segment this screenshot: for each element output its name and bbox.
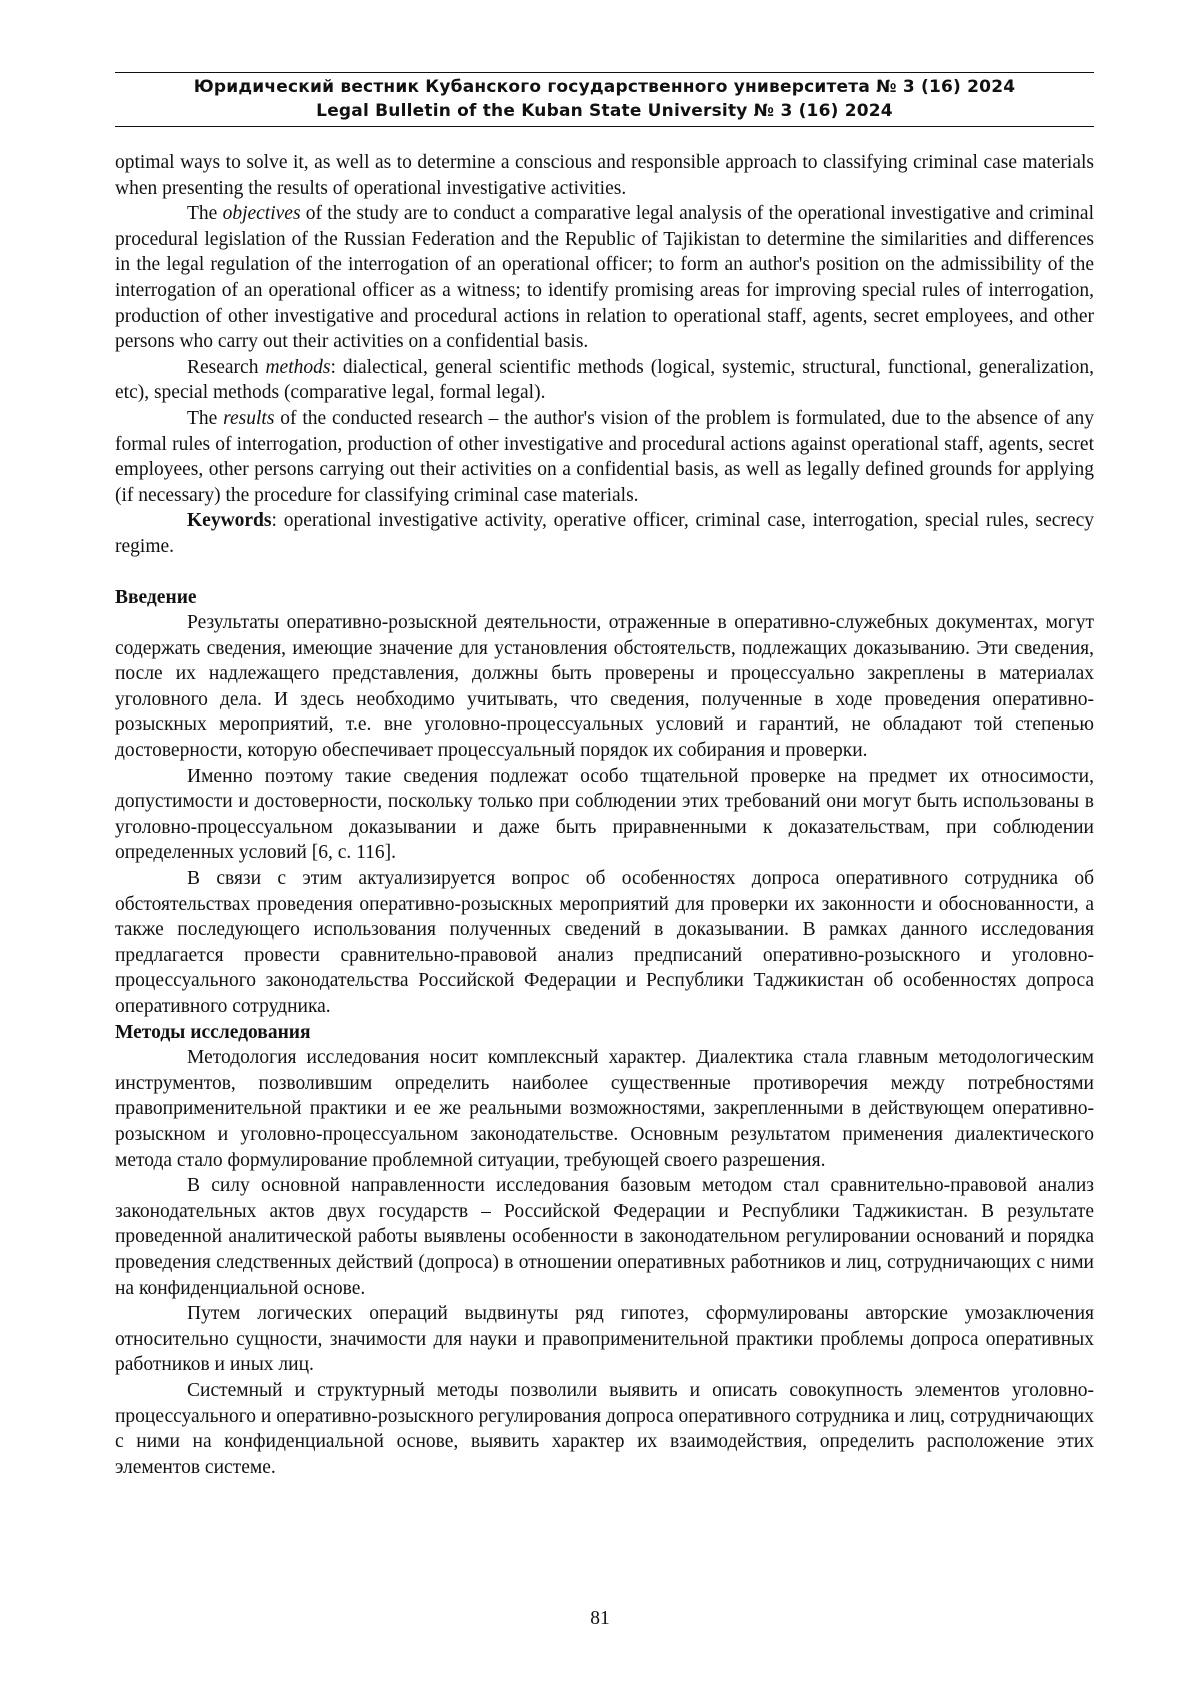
methods-text: : dialectical, general scientific methods (logical, systemic, structural, functional, generalization, etc), special methods (comparative legal, formal legal).	[115, 356, 1094, 404]
results-term: results	[223, 407, 275, 429]
keywords-text: : operational investigative activity, operative officer, criminal case, interrogation, special rules, secrecy regime.	[115, 510, 1094, 557]
abstract-paragraph: optimal ways to solve it, as well as to determine a conscious and responsible approach to classifying criminal case materials when presenting the results of operational investigative activities.	[115, 152, 1094, 199]
abstract-objectives-paragraph	[115, 201, 1094, 355]
methods-term: methods	[265, 356, 331, 378]
abstract-methods-paragraph	[115, 355, 1094, 406]
methods-paragraph-4: Системный и структурный методы позволили выявить и описать совокупность элементов уголовно-процессуального и оперативно-розыскного регулирования допроса оперативного сотрудника и лиц, сотрудничающих с ними на конфиденциальной основе, выявить характер их взаимодействия, определить расположение этих элементов системе.	[115, 1379, 1094, 1478]
intro-paragraph-2: Именно поэтому такие сведения подлежат особо тщательной проверке на предмет их относимости, допустимости и достоверности, поскольку только при соблюдении этих требований они могут быть использованы в уголовно-процессуальном доказывании и даже быть приравненными к доказательствам, при соблюдении определенных условий [6, с. 116].	[115, 765, 1094, 864]
section-spacer	[115, 560, 1094, 585]
section-heading-introduction: Введение	[115, 586, 197, 608]
methods-paragraph-2: В силу основной направленности исследования базовым методом стал сравнительно-правовой анализ законодательных актов двух государств – Российской Федерации и Республики Таджикистан. В результате проведенной аналитической работы выявлены особенности в законодательном регулировании оснований и порядка проведения следственных действий (допроса) в отношении оперативных работников и лиц, сотрудничающих с ними на конфиденциальной основе.	[115, 1175, 1094, 1299]
methods-paragraph-1: Методология исследования носит комплексный характер. Диалектика стала главным методологическим инструментов, позволившим определить наиболее существенные противоречия между потребностями правоприменительной практики и ее же реальными возможностями, закрепленными в действующем оперативно-розыскном и уголовно-процессуальном законодательстве. Основным результатом применения диалектического метода стало формулирование проблемной ситуации, требующей своего разрешения.	[115, 1047, 1094, 1171]
page-number: 81	[590, 1608, 610, 1629]
intro-paragraph-3: В связи с этим актуализируется вопрос об особенностях допроса оперативного сотрудника об обстоятельствах проведения оперативно-розыскных мероприятий для проверки их законности и обоснованности, а также последующего использования полученных сведений в доказывании. В рамках данного исследования предлагается провести сравнительно-правовой анализ предписаний оперативно-розыскного и уголовно-процессуального законодательства Российской Федерации и Республики Таджикистан об особенностях допроса оперативного сотрудника.	[115, 868, 1094, 1017]
article-body	[115, 150, 1094, 1480]
intro-paragraph-1: Результаты оперативно-розыскной деятельности, отраженные в оперативно-служебных документах, могут содержать сведения, имеющие значение для установления обстоятельств, подлежащих доказыванию. Эти сведения, после их надлежащего представления, должны быть проверены и процессуально закреплены в материалах уголовного дела. И здесь необходимо учитывать, что сведения, полученные в ходе проведения оперативно-розыскных мероприятий, т.е. вне уголовно-процессуальных условий и гарантий, не обладают той степенью достоверности, которую обеспечивает процессуальный порядок их собирания и проверки.	[115, 612, 1094, 762]
results-text: of the conducted research – the author's vision of the problem is formulated, due to the absence of any formal rules of interrogation, production of other investigative and procedural actions against operational staff, agents, secret employees, other persons carrying out their activities on a confidential basis, as well as legally defined grounds for applying (if necessary) the procedure for classifying criminal case materials.	[115, 407, 1094, 506]
objectives-term: objectives	[222, 203, 301, 225]
objectives-lead: The	[187, 203, 223, 225]
header-title-ru: Юридический вестник Кубанского государственного университета № 3 (16) 2024	[193, 77, 1016, 97]
abstract-results-paragraph	[115, 406, 1094, 508]
section-heading-methods: Методы исследования	[115, 1021, 311, 1043]
objectives-text: of the study are to conduct a comparative legal analysis of the operational investigative and criminal procedural legislation of the Russian Federation and the Republic of Tajikistan to determine the similarities and differences in the legal regulation of the interrogation of an operational officer; to form an author's position on the admissibility of the interrogation of an operational officer as a witness; to identify promising areas for improving special rules of interrogation, production of other investigative and procedural actions in relation to operational staff, agents, secret employees, and other persons who carry out their activities on a confidential basis.	[115, 203, 1094, 353]
methods-lead: Research	[187, 356, 266, 378]
keywords-label: Keywords	[187, 510, 272, 532]
running-header	[115, 72, 1094, 127]
header-title-en: Legal Bulletin of the Kuban State University № 3 (16) 2024	[316, 101, 893, 121]
keywords-paragraph	[115, 508, 1094, 559]
methods-paragraph-3: Путем логических операций выдвинуты ряд гипотез, сформулированы авторские умозаключения относительно сущности, значимости для науки и правоприменительной практики проблемы допроса оперативных работников и иных лиц.	[115, 1303, 1094, 1376]
results-lead: The	[187, 407, 224, 429]
